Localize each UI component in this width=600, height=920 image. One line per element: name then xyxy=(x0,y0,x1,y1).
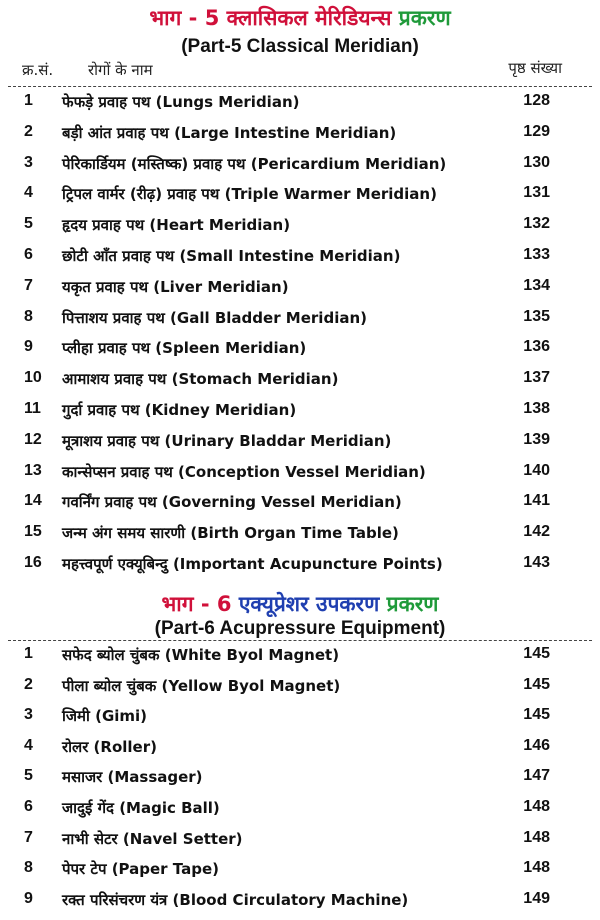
item-number: 3 xyxy=(24,153,33,171)
part6-heading-title: एक्यूप्रेशर उपकरण xyxy=(238,592,380,616)
item-page-number: 134 xyxy=(523,276,550,294)
list-item xyxy=(0,492,600,522)
item-name: पीला ब्योल चुंबक (Yellow Byol Magnet) xyxy=(62,676,341,695)
item-name: बड़ी आंत प्रवाह पथ (Large Intestine Meridian) xyxy=(62,123,397,142)
part5-heading-part: भाग - 5 xyxy=(149,6,220,30)
item-number: 4 xyxy=(24,184,33,202)
item-page-number: 132 xyxy=(523,215,550,233)
item-name: हृदय प्रवाह पथ (Heart Meridian) xyxy=(62,216,291,235)
list-item xyxy=(0,554,600,584)
list-item xyxy=(0,798,600,828)
item-number: 10 xyxy=(24,369,42,387)
item-page-number: 147 xyxy=(523,767,550,785)
item-number: 1 xyxy=(24,92,33,109)
item-page-number: 148 xyxy=(523,828,550,846)
item-number: 7 xyxy=(24,276,33,294)
col-header-page: पृष्ठ संख्या xyxy=(508,59,562,77)
part6-heading-section: प्रकरण xyxy=(386,592,439,616)
item-name: छोटी आँत प्रवाह पथ (Small Intestine Meridian) xyxy=(62,247,401,265)
item-number: 6 xyxy=(24,798,33,815)
item-number: 14 xyxy=(24,492,42,510)
list-item xyxy=(0,400,600,430)
item-number: 11 xyxy=(24,400,41,417)
list-item xyxy=(0,92,600,122)
list-item xyxy=(0,767,600,797)
list-item xyxy=(0,523,600,553)
item-page-number: 145 xyxy=(523,675,550,693)
part5-divider xyxy=(8,86,592,87)
item-page-number: 146 xyxy=(523,736,550,754)
list-item xyxy=(0,215,600,245)
item-number: 13 xyxy=(24,461,42,479)
item-page-number: 131 xyxy=(523,184,550,202)
item-page-number: 136 xyxy=(523,338,550,356)
part5-subheading: (Part-5 Classical Meridian) xyxy=(181,36,419,57)
item-page-number: 140 xyxy=(523,461,550,479)
list-item xyxy=(0,890,600,920)
item-page-number: 148 xyxy=(523,859,550,877)
list-item xyxy=(0,645,600,675)
item-number: 5 xyxy=(24,767,33,785)
item-name: पेपर टेप (Paper Tape) xyxy=(62,860,219,879)
item-page-number: 143 xyxy=(523,554,550,571)
item-name: महत्त्वपूर्ण एक्यूबिन्दु (Important Acupuncture Points) xyxy=(62,555,443,573)
item-name: मसाजर (Massager) xyxy=(62,768,203,787)
item-page-number: 137 xyxy=(523,369,550,387)
item-name: यकृत प्रवाह पथ (Liver Meridian) xyxy=(62,277,289,296)
item-page-number: 149 xyxy=(523,889,550,907)
list-item xyxy=(0,859,600,889)
item-page-number: 130 xyxy=(523,153,550,171)
part6-subheading: (Part-6 Acupressure Equipment) xyxy=(154,618,446,639)
item-name: ट्रिपल वार्मर (रीढ़) प्रवाह पथ (Triple Warmer Meridian) xyxy=(62,185,437,204)
item-name: पित्ताशय प्रवाह पथ (Gall Bladder Meridian) xyxy=(62,308,367,327)
list-item xyxy=(0,829,600,859)
item-page-number: 141 xyxy=(523,492,550,510)
item-name: जिमी (Gimi) xyxy=(62,707,148,726)
item-number: 8 xyxy=(24,859,33,877)
part6-divider xyxy=(8,640,592,641)
list-item xyxy=(0,369,600,399)
list-item xyxy=(0,706,600,736)
part6-heading-part: भाग - 6 xyxy=(161,592,232,616)
item-number: 12 xyxy=(24,430,42,448)
list-item xyxy=(0,246,600,276)
item-number: 9 xyxy=(24,889,33,907)
item-name: प्लीहा प्रवाह पथ (Spleen Meridian) xyxy=(62,339,307,358)
list-item xyxy=(0,277,600,307)
list-item xyxy=(0,676,600,706)
item-name: नाभी सेटर (Navel Setter) xyxy=(62,829,243,848)
list-item xyxy=(0,154,600,184)
item-name: मूत्राशय प्रवाह पथ (Urinary Bladdar Meridian) xyxy=(62,431,392,450)
item-page-number: 139 xyxy=(523,430,550,448)
item-number: 4 xyxy=(24,736,33,754)
col-header-serial: क्र.सं. xyxy=(22,61,54,79)
item-number: 8 xyxy=(24,307,33,325)
item-page-number: 138 xyxy=(523,400,550,417)
list-item xyxy=(0,308,600,338)
item-number: 6 xyxy=(24,246,33,263)
item-number: 2 xyxy=(24,675,33,693)
item-page-number: 135 xyxy=(523,307,550,325)
part5-heading-title: क्लासिकल मेरिडियन्स xyxy=(226,6,392,30)
list-item xyxy=(0,338,600,368)
item-name: जादुई गेंद (Magic Ball) xyxy=(62,799,220,817)
col-header-name: रोगों के नाम xyxy=(88,61,153,79)
item-name: रोलर (Roller) xyxy=(62,737,157,756)
item-page-number: 128 xyxy=(523,92,550,109)
item-page-number: 142 xyxy=(523,523,550,541)
part5-heading-section: प्रकरण xyxy=(398,6,451,30)
item-name: पेरिकार्डियम (मस्तिष्क) प्रवाह पथ (Pericardium Meridian) xyxy=(62,154,447,173)
item-page-number: 145 xyxy=(523,645,550,662)
item-number: 5 xyxy=(24,215,33,233)
part5-heading xyxy=(0,4,600,32)
item-number: 7 xyxy=(24,828,33,846)
item-name: गुर्दा प्रवाह पथ (Kidney Meridian) xyxy=(62,401,297,419)
item-name: कान्सेप्सन प्रवाह पथ (Conception Vessel Meridian) xyxy=(62,462,426,481)
item-number: 3 xyxy=(24,706,33,724)
item-name: आमाशय प्रवाह पथ (Stomach Meridian) xyxy=(62,370,339,389)
item-page-number: 133 xyxy=(523,246,550,263)
item-name: फेफड़े प्रवाह पथ (Lungs Meridian) xyxy=(62,93,300,111)
part6-heading xyxy=(0,590,600,618)
list-item xyxy=(0,462,600,492)
item-name: गवर्निंग प्रवाह पथ (Governing Vessel Meridian) xyxy=(62,493,402,512)
item-number: 16 xyxy=(24,554,42,571)
list-item xyxy=(0,737,600,767)
item-page-number: 145 xyxy=(523,706,550,724)
list-item xyxy=(0,123,600,153)
item-name: जन्म अंग समय सारणी (Birth Organ Time Table) xyxy=(62,524,399,543)
item-number: 9 xyxy=(24,338,33,356)
item-number: 2 xyxy=(24,122,33,140)
list-item xyxy=(0,184,600,214)
item-number: 1 xyxy=(24,645,33,662)
item-number: 15 xyxy=(24,523,42,541)
item-page-number: 129 xyxy=(523,122,550,140)
list-item xyxy=(0,431,600,461)
item-name: रक्त परिसंचरण यंत्र (Blood Circulatory Machine) xyxy=(62,890,409,909)
item-page-number: 148 xyxy=(523,798,550,815)
item-name: सफेद ब्योल चुंबक (White Byol Magnet) xyxy=(62,646,340,664)
